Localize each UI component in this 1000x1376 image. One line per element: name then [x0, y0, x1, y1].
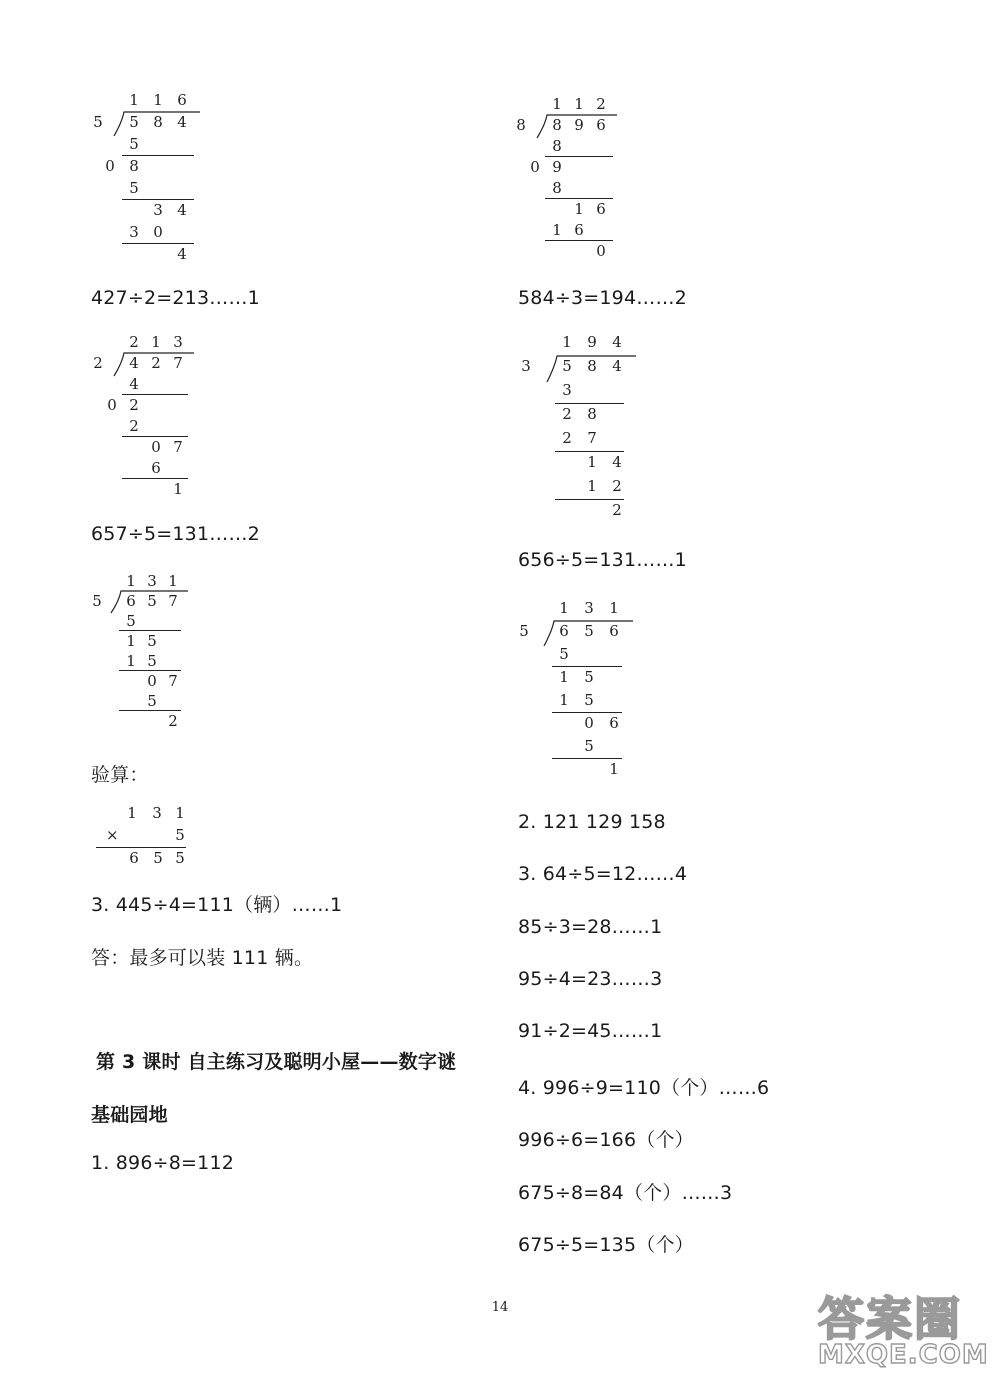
step-digit: 0	[596, 242, 606, 260]
dividend-digit: 4	[612, 357, 622, 375]
dividend-digit: 7	[173, 354, 183, 372]
watermark-url: MXQE.COM	[818, 1340, 989, 1370]
step-digit: 1	[559, 691, 569, 709]
step-rule	[545, 240, 613, 241]
mult-result-1: 6	[129, 849, 139, 867]
step-digit: 6	[574, 221, 584, 239]
mult-top-2: 3	[152, 804, 162, 822]
step-digit: 5	[126, 612, 136, 630]
quotient-digit: 1	[562, 333, 572, 351]
dividend-digit: 2	[151, 354, 161, 372]
step-digit: 6	[151, 459, 161, 477]
step-digit: 2	[168, 712, 178, 730]
step-rule	[545, 156, 613, 157]
quotient-digit: 6	[177, 91, 187, 109]
right-line-4: 95÷4=23……3	[518, 968, 663, 990]
right-line-1: 2. 121 129 158	[518, 811, 666, 833]
quotient-digit: 3	[147, 572, 157, 590]
divisor-digit: 5	[93, 113, 103, 131]
step-digit: 5	[559, 645, 569, 663]
dividend-digit: 5	[129, 113, 139, 131]
step-digit: 0	[584, 714, 594, 732]
step-digit: 8	[552, 179, 562, 197]
quotient-digit: 1	[129, 91, 139, 109]
step-digit: 8	[129, 157, 139, 175]
dividend-digit: 8	[153, 113, 163, 131]
mult-result-3: 5	[175, 849, 185, 867]
step-digit: 3	[129, 223, 139, 241]
divisor-digit: 8	[516, 116, 526, 134]
step-rule	[122, 478, 188, 479]
step-rule	[552, 758, 622, 759]
step-digit: 3	[153, 201, 163, 219]
step-digit: 8	[552, 137, 562, 155]
quotient-digit: 9	[587, 333, 597, 351]
divisor-digit: 3	[521, 357, 531, 375]
dividend-digit: 5	[584, 622, 594, 640]
step-digit: 0	[105, 157, 115, 175]
equation-427-div-2: 427÷2=213……1	[91, 287, 260, 309]
question-3-left: 3. 445÷4=111（辆）……1	[91, 894, 343, 916]
dividend-digit: 8	[587, 357, 597, 375]
step-digit: 2	[612, 501, 622, 519]
step-digit: 4	[177, 245, 187, 263]
quotient-digit: 1	[168, 572, 178, 590]
right-line-8: 675÷8=84（个）……3	[518, 1182, 733, 1204]
step-digit: 4	[129, 375, 139, 393]
dividend-digit: 4	[177, 113, 187, 131]
step-digit: 1	[559, 668, 569, 686]
step-digit: 5	[147, 652, 157, 670]
quotient-digit: 1	[559, 599, 569, 617]
step-digit: 0	[151, 438, 161, 456]
divisor-digit: 2	[93, 354, 103, 372]
step-digit: 4	[612, 453, 622, 471]
step-digit: 0	[147, 672, 157, 690]
check-label: 验算：	[91, 764, 149, 786]
step-digit: 5	[147, 632, 157, 650]
page-number: 14	[491, 1300, 509, 1315]
step-rule	[545, 198, 613, 199]
quotient-digit: 1	[552, 95, 562, 113]
step-digit: 7	[587, 429, 597, 447]
dividend-digit: 4	[129, 354, 139, 372]
step-digit: 7	[173, 438, 183, 456]
step-digit: 5	[584, 668, 594, 686]
step-digit: 5	[129, 179, 139, 197]
step-digit: 5	[584, 691, 594, 709]
dividend-digit: 5	[147, 592, 157, 610]
step-digit: 2	[562, 429, 572, 447]
quotient-digit: 3	[584, 599, 594, 617]
dividend-digit: 6	[609, 622, 619, 640]
mult-rule	[96, 847, 186, 848]
step-digit: 1	[574, 200, 584, 218]
step-rule	[555, 499, 624, 500]
step-digit: 5	[584, 737, 594, 755]
step-digit: 1	[587, 477, 597, 495]
step-digit: 1	[173, 480, 183, 498]
question-1: 1. 896÷8=112	[91, 1152, 235, 1174]
step-digit: 3	[562, 381, 572, 399]
step-digit: 7	[168, 672, 178, 690]
answer-line: 答：最多可以装 111 辆。	[91, 947, 314, 969]
step-digit: 2	[612, 477, 622, 495]
step-digit: 6	[609, 714, 619, 732]
step-digit: 5	[147, 692, 157, 710]
divisor-digit: 5	[519, 622, 529, 640]
equation-657-div-5: 657÷5=131……2	[91, 523, 260, 545]
step-digit: 4	[177, 201, 187, 219]
quotient-digit: 4	[612, 333, 622, 351]
step-digit: 0	[530, 158, 540, 176]
right-line-6: 4. 996÷9=110（个）……6	[518, 1077, 770, 1099]
step-digit: 1	[609, 760, 619, 778]
step-rule	[122, 394, 188, 395]
quotient-digit: 1	[126, 572, 136, 590]
step-rule	[555, 451, 624, 452]
step-digit: 2	[129, 396, 139, 414]
step-digit: 9	[552, 158, 562, 176]
multiplication-check	[96, 802, 206, 872]
step-rule	[122, 155, 194, 156]
step-digit: 6	[596, 200, 606, 218]
step-digit: 8	[587, 405, 597, 423]
section-heading: 基础园地	[91, 1104, 168, 1126]
step-digit: 2	[129, 417, 139, 435]
step-rule	[122, 199, 194, 200]
quotient-digit: 1	[574, 95, 584, 113]
step-digit: 5	[129, 135, 139, 153]
quotient-digit: 1	[153, 91, 163, 109]
right-line-9: 675÷5=135（个）	[518, 1234, 694, 1256]
step-digit: 1	[126, 652, 136, 670]
step-digit: 1	[126, 632, 136, 650]
dividend-digit: 6	[596, 116, 606, 134]
right-line-7: 996÷6=166（个）	[518, 1129, 694, 1151]
lesson-title: 第 3 课时 自主练习及聪明小屋——数字谜	[96, 1051, 457, 1073]
right-line-5: 91÷2=45……1	[518, 1020, 663, 1042]
dividend-digit: 9	[574, 116, 584, 134]
watermark-logo: 答案圈	[818, 1292, 962, 1346]
divisor-digit: 5	[92, 592, 102, 610]
quotient-digit: 2	[596, 95, 606, 113]
dividend-digit: 5	[562, 357, 572, 375]
mult-result-2: 5	[153, 849, 163, 867]
mult-top-1: 1	[127, 804, 137, 822]
dividend-digit: 7	[168, 592, 178, 610]
step-digit: 2	[562, 405, 572, 423]
step-rule	[555, 403, 624, 404]
step-rule	[119, 630, 181, 631]
quotient-digit: 2	[129, 333, 139, 351]
step-rule	[122, 436, 188, 437]
step-digit: 1	[587, 453, 597, 471]
step-digit: 0	[153, 223, 163, 241]
step-digit: 0	[107, 396, 117, 414]
step-rule	[552, 666, 622, 667]
quotient-digit: 1	[151, 333, 161, 351]
dividend-digit: 6	[559, 622, 569, 640]
step-rule	[119, 670, 181, 671]
equation-656-div-5: 656÷5=131……1	[518, 549, 687, 571]
quotient-digit: 3	[173, 333, 183, 351]
right-line-3: 85÷3=28……1	[518, 916, 663, 938]
right-line-2: 3. 64÷5=12……4	[518, 863, 688, 885]
equation-584-div-3: 584÷3=194……2	[518, 287, 687, 309]
quotient-digit: 1	[609, 599, 619, 617]
mult-top-3: 1	[175, 804, 185, 822]
step-rule	[552, 712, 622, 713]
dividend-digit: 8	[552, 116, 562, 134]
mult-bottom: 5	[175, 826, 185, 844]
step-rule	[122, 243, 194, 244]
mult-sign: ×	[106, 826, 119, 844]
step-rule	[119, 710, 181, 711]
step-digit: 1	[552, 221, 562, 239]
dividend-digit: 6	[126, 592, 136, 610]
